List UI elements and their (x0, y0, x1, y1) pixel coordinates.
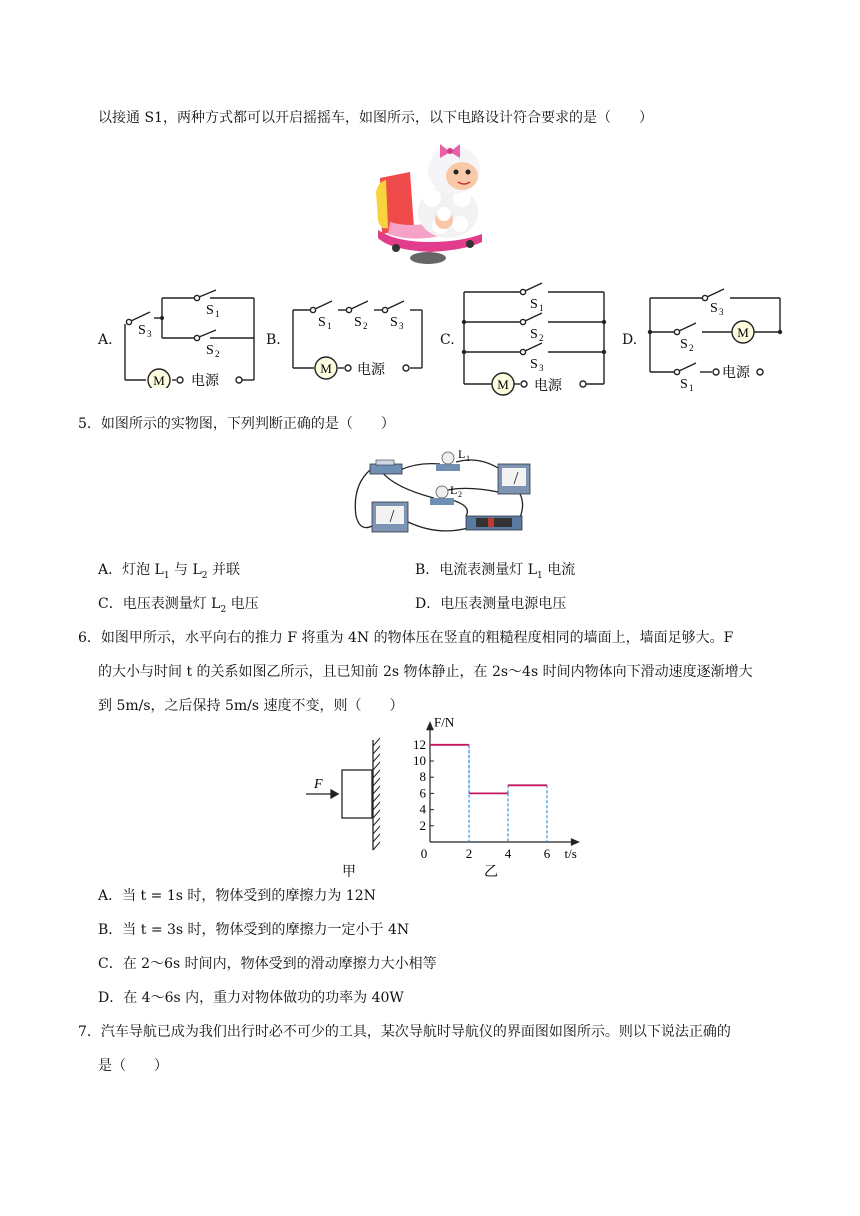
y-tick-label: 6 (419, 785, 426, 801)
x-axis-label: t/s (564, 846, 577, 861)
s1-label-c: S (530, 297, 538, 312)
figure-yi-label: 乙 (484, 865, 498, 880)
x-tick-label: 4 (504, 846, 512, 861)
l1-label: L (458, 447, 466, 461)
svg-text:2: 2 (539, 333, 544, 343)
q6-option-d: D．在 4～6s 内，重力对物体做功的功率为 40W (98, 990, 404, 1006)
motor-label-a: M (153, 373, 165, 388)
svg-text:2: 2 (215, 349, 220, 359)
q6-figure-jia (300, 712, 380, 882)
svg-text:3: 3 (147, 329, 152, 339)
q6-stem-line3: 到 5m/s，之后保持 5m/s 速度不变，则（ ） (98, 698, 404, 714)
q5-option-d: D．电压表测量电源电压 (415, 596, 567, 612)
q6-option-b: B．当 t = 3s 时，物体受到的摩擦力一定小于 4N (98, 922, 410, 938)
svg-text:1: 1 (689, 383, 694, 392)
s2-label-d: S (680, 337, 688, 352)
q7-stem-line1: 7．汽车导航已成为我们出行时必不可少的工具，某次导航时导航仪的界面图如图所示。则以下说法正确的 (78, 1024, 731, 1040)
circuit-d-diagram (640, 288, 790, 392)
q6-option-a: A．当 t = 1s 时，物体受到的摩擦力为 12N (98, 888, 376, 904)
option-a-label: A. (98, 332, 113, 348)
x-tick-label: 0 (420, 846, 428, 861)
x-tick-label: 2 (465, 846, 473, 861)
svg-text:3: 3 (719, 307, 724, 317)
y-axis-arrow (427, 723, 433, 730)
power-label-d: 电源 (722, 366, 750, 381)
power-label-c: 电源 (534, 379, 562, 394)
y-axis-label: F/N (434, 716, 455, 730)
y-tick-label: 12 (413, 736, 426, 752)
q6-stem-line1: 6．如图甲所示，水平向右的推力 F 将重为 4N 的物体压在竖直的粗糙程度相同的墙面上，墙面足够大。F (78, 630, 734, 646)
circuit-c-diagram (458, 282, 614, 398)
circuit-a-diagram (116, 288, 262, 388)
q5-option-b: B．电流表测量灯 $L_1$ 电流 (415, 562, 576, 581)
option-b-label: B. (266, 332, 281, 348)
q6-option-c: C．在 2～6s 时间内，物体受到的滑动摩擦力大小相等 (98, 956, 437, 972)
s2-label-a: S (206, 343, 214, 358)
s1-label-b: S (318, 315, 326, 330)
y-tick-label: 10 (413, 753, 426, 768)
s2-label-b: S (354, 315, 362, 330)
q5-option-c: C．电压表测量灯 $L_2$ 电压 (98, 596, 259, 615)
s3-label-d: S (710, 301, 718, 316)
s2-label-c: S (530, 327, 538, 342)
power-label-a: 电源 (191, 374, 219, 388)
option-d-label: D. (622, 332, 638, 348)
q5-physical-circuit-image (348, 446, 534, 546)
q7-stem-line2: 是（ ） (98, 1058, 168, 1074)
svg-text:1: 1 (539, 303, 544, 313)
option-c-label: C. (440, 332, 455, 348)
s3-label-b: S (390, 315, 398, 330)
motor-label-b: M (320, 361, 332, 376)
intro-line: 以接通 S1，两种方式都可以开启摇摇车，如图所示，以下电路设计符合要求的是（ ） (98, 110, 653, 126)
svg-text:2: 2 (363, 321, 368, 331)
x-axis-arrow (572, 839, 579, 845)
force-f-label: F (314, 777, 323, 792)
svg-text:3: 3 (399, 321, 404, 331)
power-label-b: 电源 (357, 363, 385, 378)
q6-stem-line2: 的大小与时间 t 的关系如图乙所示，且已知前 2s 物体静止，在 2s～4s 时间内物体向下滑动速度逐渐增大 (98, 664, 753, 680)
y-tick-label: 2 (419, 817, 426, 833)
svg-text:2: 2 (689, 343, 694, 353)
svg-text:1: 1 (327, 321, 332, 331)
y-tick-label: 8 (419, 769, 426, 785)
motor-label-d: M (737, 325, 749, 340)
svg-text:1: 1 (466, 454, 470, 463)
y-tick-label: 4 (419, 801, 426, 817)
q5-option-a: A．灯泡 $L_1$ 与 $L_2$ 并联 (98, 562, 240, 581)
svg-text:3: 3 (539, 363, 544, 373)
x-tick-label: 6 (543, 846, 551, 861)
motor-label-c: M (497, 377, 509, 392)
rocking-car-image (370, 138, 488, 270)
s3-label-a: S (138, 323, 146, 338)
svg-text:1: 1 (215, 309, 220, 319)
svg-text:2: 2 (458, 490, 462, 499)
q5-stem: 5．如图所示的实物图，下列判断正确的是（ ） (78, 416, 395, 432)
l2-label: L (450, 483, 458, 497)
figure-jia-label: 甲 (342, 865, 356, 880)
s1-label-d: S (680, 377, 688, 392)
q6-f-t-chart (400, 716, 590, 882)
s3-label-c: S (530, 357, 538, 372)
circuit-b-diagram (284, 288, 434, 388)
s1-label-a: S (206, 303, 214, 318)
